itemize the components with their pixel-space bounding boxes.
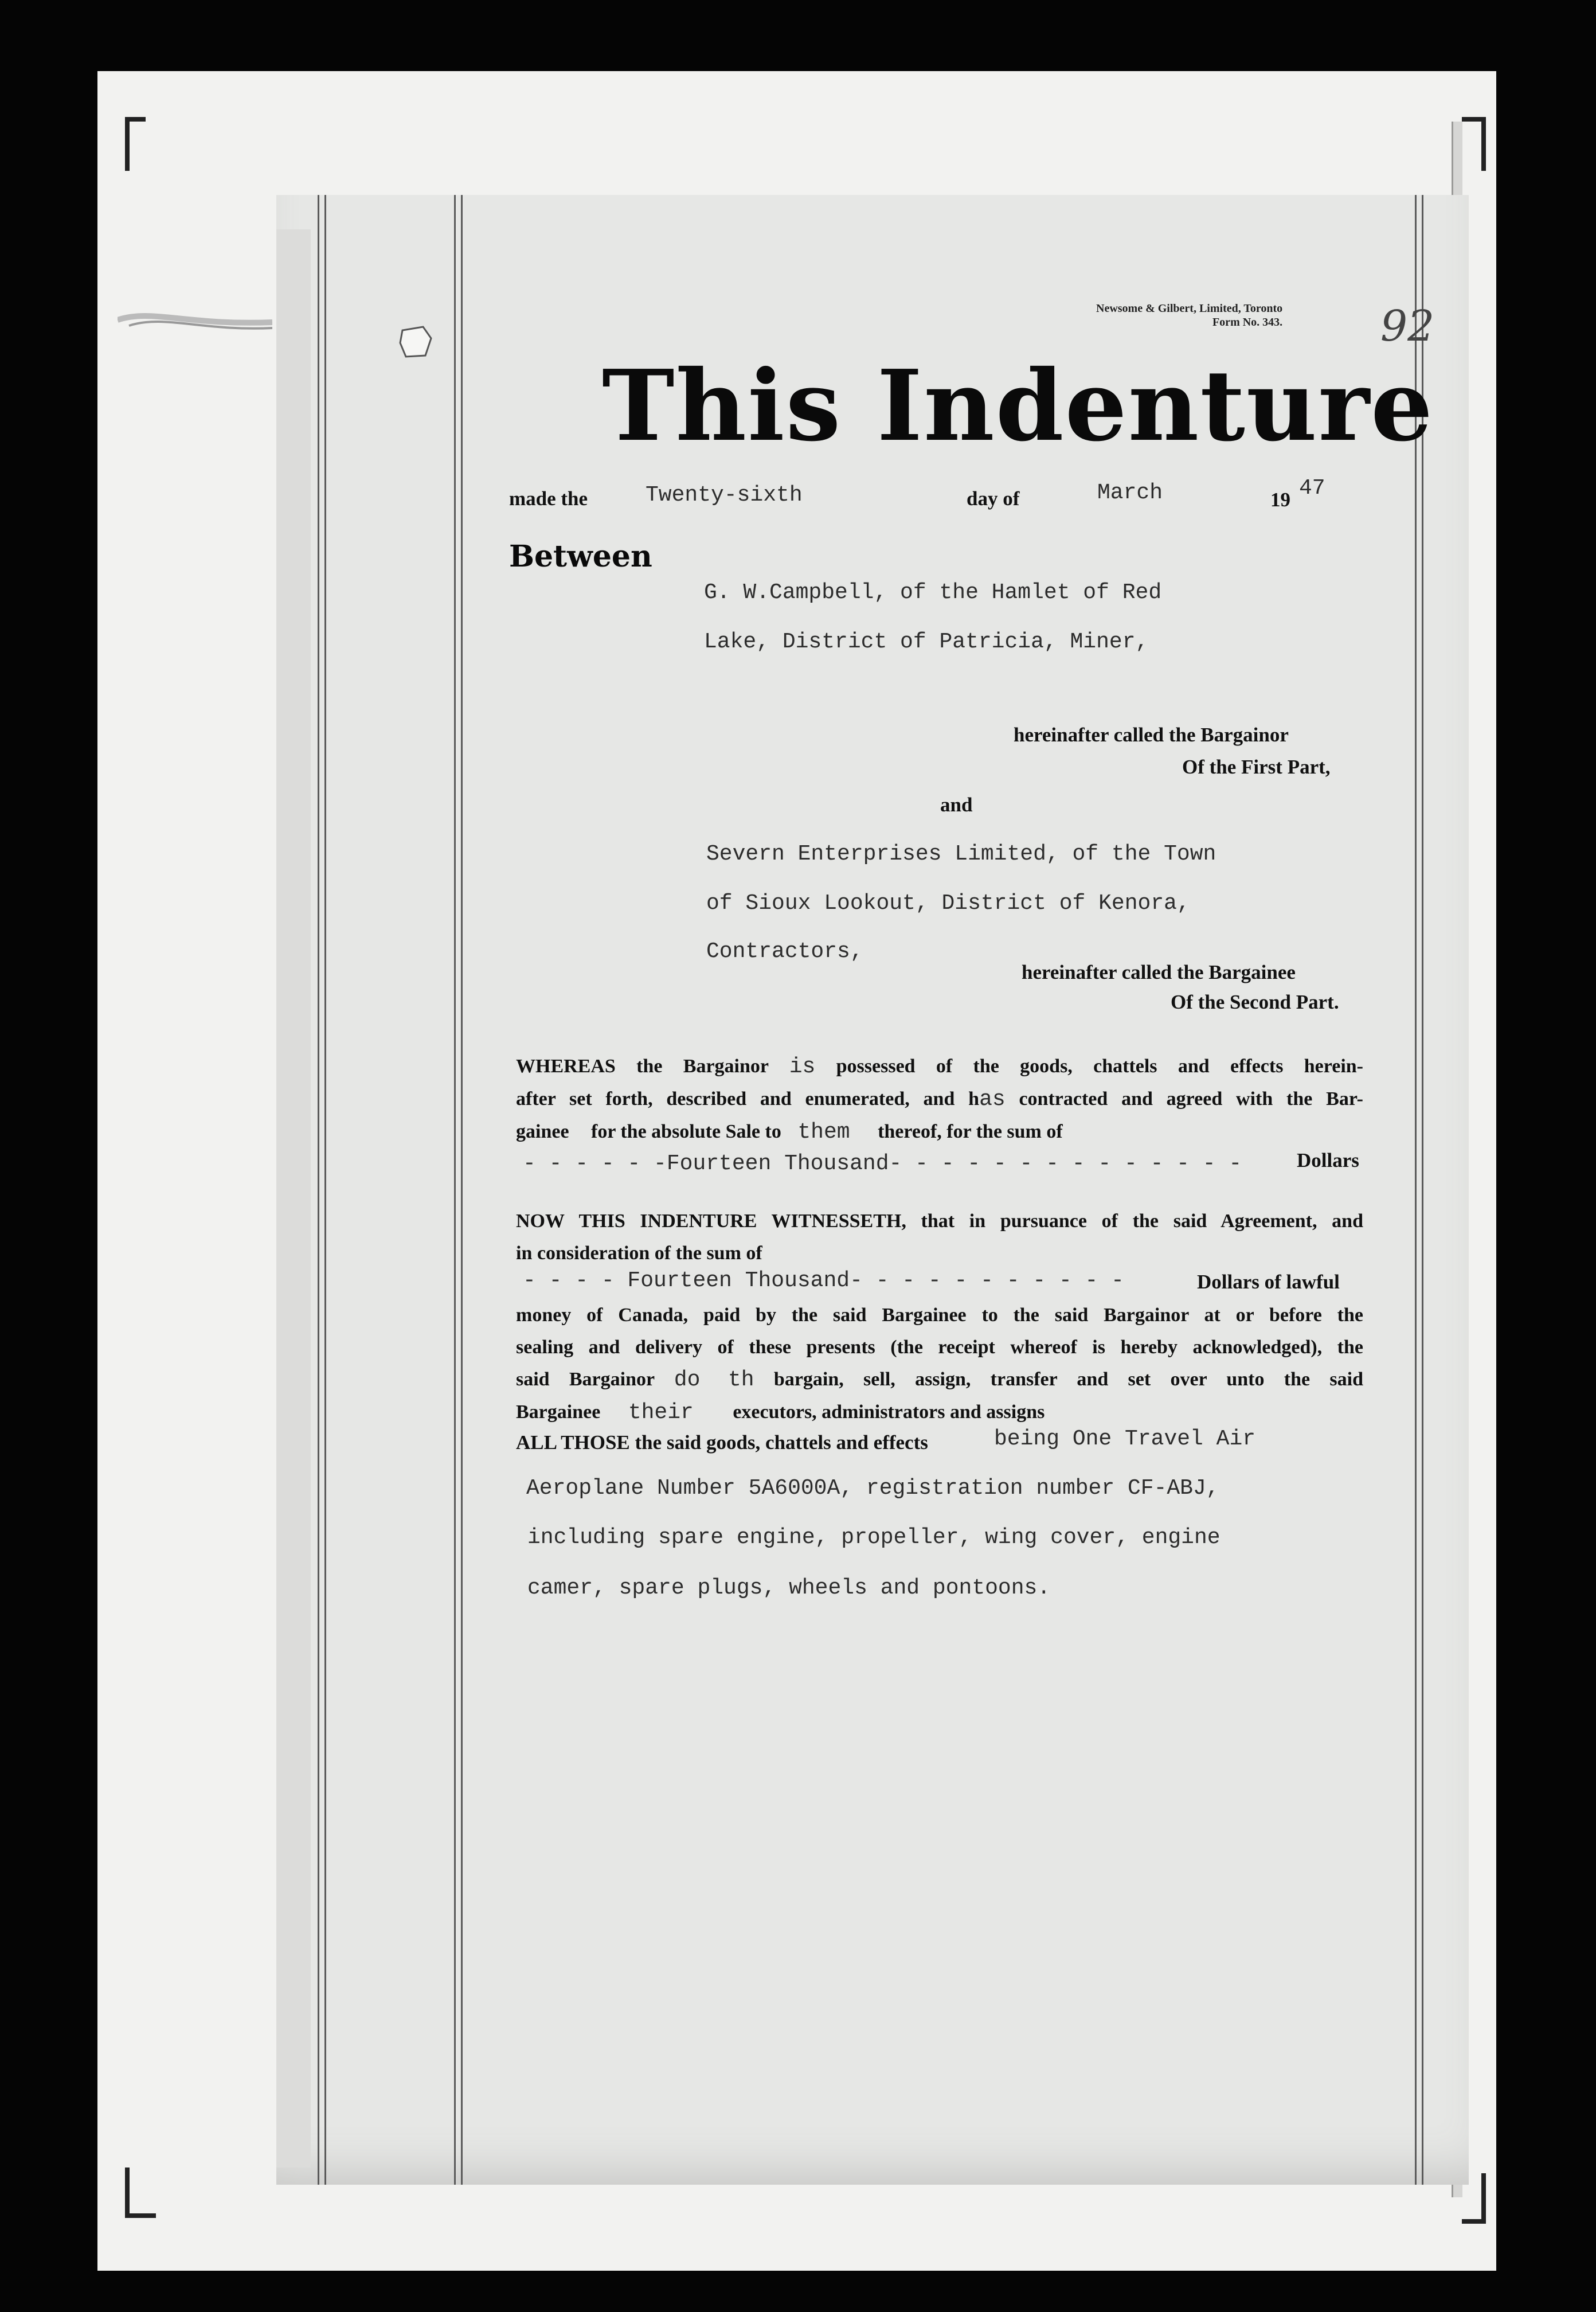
witnesseth-line: in consideration of the sum of [516,1243,762,1264]
witnesseth-text: said Bargainor [516,1369,655,1390]
handwritten-page-number: 92 [1380,302,1435,351]
whereas-text: possessed of the goods, chattels and effects herein- [836,1056,1364,1077]
goods-description: camer, spare plugs, wheels and pontoons. [527,1576,1051,1600]
party-one-part: Of the First Part, [1182,756,1331,778]
party-two-part: Of the Second Part. [1171,991,1339,1013]
crop-mark-top-left [125,117,146,171]
party-one-line: Lake, District of Patricia, Miner, [704,630,1149,654]
whereas-text: contracted and agreed with the Bar- [1019,1088,1363,1110]
witnesseth-dollars: Dollars of lawful [1197,1271,1340,1293]
whereas-text: WHEREAS the Bargainor [516,1056,769,1077]
form-number: Form No. 343. [1212,316,1283,329]
whereas-text: for the absolute Sale to [591,1121,781,1142]
whereas-line [516,1050,1363,1083]
margin-strip [276,229,311,2168]
margin-rule [324,195,326,2185]
printer-imprint [1096,302,1282,329]
whereas-line [516,1083,1363,1116]
witnesseth-line: money of Canada, paid by the said Bargainee to the said Bargainor at or before the [516,1305,1363,1326]
whereas-line [516,1116,1363,1149]
day-of-label: day of [967,487,1020,510]
goods-description: Aeroplane Number 5A6000A, registration number CF-ABJ, [526,1476,1219,1501]
fill-them: them [797,1120,850,1145]
goods-description: including spare engine, propeller, wing cover, engine [527,1525,1221,1550]
party-two-line: Contractors, [706,939,863,964]
whereas-text: thereof, for the sum of [878,1121,1063,1142]
witnesseth-continued [516,1299,1363,1429]
year-suffix: 47 [1299,476,1325,501]
witnesseth-text: executors, administrators and assigns [733,1401,1045,1423]
fill-doth: do th [674,1368,754,1392]
party-one-line: G. W.Campbell, of the Hamlet of Red [704,580,1162,605]
crop-mark-bottom-left [125,2168,156,2218]
whereas-dollars: Dollars [1297,1149,1359,1171]
made-the-label: made the [509,487,588,510]
and-label: and [940,794,973,816]
all-those-label: ALL THOSE the said goods, chattels and effects [516,1431,928,1454]
party-two-called: hereinafter called the Bargainee [1022,961,1296,983]
margin-rule [1422,195,1423,2185]
whereas-text: gainee [516,1121,569,1142]
party-two-line: Severn Enterprises Limited, of the Town [706,842,1216,866]
margin-rule [1415,195,1417,2185]
witnesseth-text: bargain, sell, assign, transfer and set over unto the said [773,1369,1363,1390]
day-value: Twenty-sixth [646,483,803,507]
party-one-called: hereinafter called the Bargainor [1014,724,1289,746]
punch-hole-icon [396,322,436,362]
whereas-clause [516,1050,1363,1149]
crop-mark-top-right [1462,117,1486,171]
party-two-line: of Sioux Lookout, District of Kenora, [706,891,1190,916]
fill-has: as [979,1087,1006,1112]
witnesseth-line: NOW THIS INDENTURE WITNESSETH, that in pursuance of the said Agreement, and [516,1210,1363,1232]
witnesseth-line: sealing and delivery of these presents (the receipt whereof is hereby acknowledged), the [516,1337,1363,1358]
year-prefix: 19 [1270,489,1290,511]
document-title: This Indenture [602,349,1434,463]
witnesseth-text: Bargainee [516,1401,601,1423]
margin-rule [318,195,319,2185]
witnesseth-clause [516,1205,1363,1270]
fill-their: their [628,1400,694,1425]
month-value: March [1097,481,1163,505]
whereas-text: after set forth, described and enumerated, and h [516,1088,980,1110]
printer-name: Newsome & Gilbert, Limited, Toronto [1096,302,1283,315]
goods-description: being One Travel Air [994,1427,1256,1451]
whereas-amount: - - - - - -Fourteen Thousand- - - - - - - - - - - - - - [523,1151,1242,1176]
between-label: Between [509,539,652,574]
binding-string-icon [118,303,272,337]
witnesseth-amount: - - - - Fourteen Thousand- - - - - - - - - - - [523,1268,1124,1293]
margin-rule [454,195,456,2185]
fill-is: is [789,1055,816,1079]
witnesseth-line [516,1396,1363,1429]
margin-rule [461,195,463,2185]
witnesseth-line [516,1364,1363,1396]
